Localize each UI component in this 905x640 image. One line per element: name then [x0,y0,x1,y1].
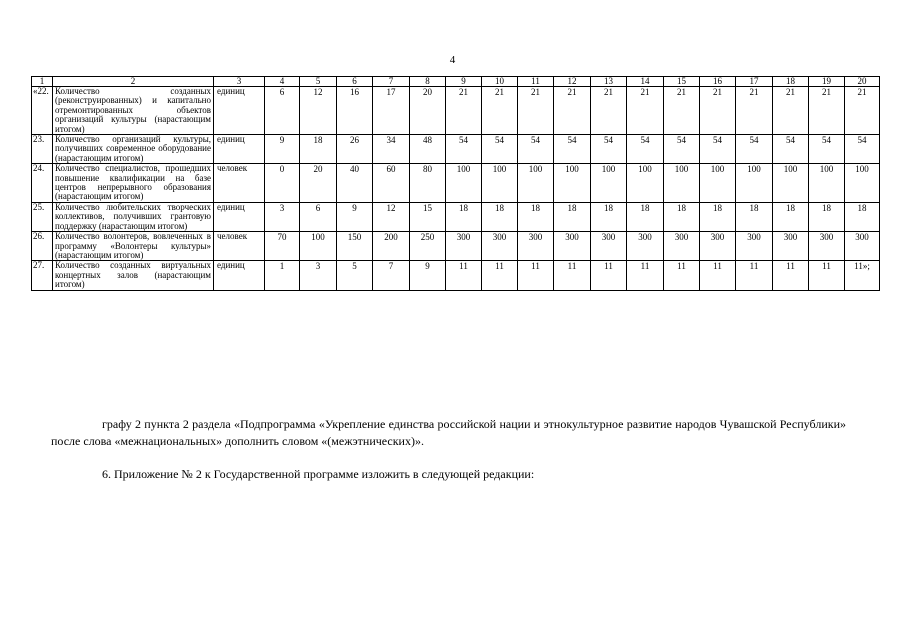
value-cell: 300 [446,232,482,261]
table-row [32,164,880,203]
value-cell: 100 [300,232,337,261]
column-number-cell: 18 [773,77,809,87]
column-number-cell: 15 [664,77,700,87]
column-number-cell: 2 [53,77,214,87]
amendment-paragraph: графу 2 пункта 2 раздела «Подпрограмма «Укрепление единства российской нации и этнокультурное развитие народов Чувашской Республики» после слова «межнациональных» дополнить словом «(межэтнических)». [51,417,846,448]
indicator-name-cell: Количество волонтеров, вовлеченных в программу «Волонтеры культуры» (нарастающим итогом) [53,232,214,261]
indicator-name-cell: Количество любительских творческих коллективов, получивших грантовую поддержку (нарастающим итогом) [53,202,214,231]
column-number-cell: 3 [214,77,265,87]
column-number-cell: 11 [518,77,554,87]
column-number-cell: 5 [300,77,337,87]
table-row [32,87,880,135]
value-cell: 54 [591,135,627,164]
indicator-name-cell: Количество созданных виртуальных концертных залов (нарастающим итогом) [53,261,214,290]
value-cell: 18 [591,202,627,231]
value-cell: 21 [809,87,845,135]
value-cell: 11 [518,261,554,290]
value-cell: 54 [664,135,700,164]
value-cell: 18 [518,202,554,231]
value-cell: 12 [300,87,337,135]
value-cell: 100 [554,164,591,203]
value-cell: 5 [337,261,373,290]
column-number-cell: 12 [554,77,591,87]
column-number-cell: 10 [482,77,518,87]
unit-cell: единиц [214,135,265,164]
value-cell: 20 [410,87,446,135]
value-cell: 54 [446,135,482,164]
value-cell: 54 [554,135,591,164]
value-cell: 11 [482,261,518,290]
indicator-name-cell: Количество организаций культуры, получивших современное оборудование (нарастающим итогом) [53,135,214,164]
value-cell: 54 [809,135,845,164]
unit-cell: единиц [214,261,265,290]
value-cell: 100 [482,164,518,203]
value-cell: 200 [373,232,410,261]
value-cell: 16 [337,87,373,135]
value-cell: 48 [410,135,446,164]
value-cell: 300 [700,232,736,261]
value-cell: 21 [627,87,664,135]
column-number-cell: 14 [627,77,664,87]
table-row [32,232,880,261]
value-cell: 70 [265,232,300,261]
value-cell: 100 [773,164,809,203]
value-cell: 15 [410,202,446,231]
row-number-cell: 25. [32,202,53,231]
column-number-cell: 8 [410,77,446,87]
unit-cell: единиц [214,87,265,135]
value-cell: 300 [482,232,518,261]
value-cell: 21 [736,87,773,135]
value-cell: 54 [518,135,554,164]
value-cell: 300 [518,232,554,261]
value-cell: 100 [664,164,700,203]
value-cell: 100 [845,164,880,203]
value-cell: 11 [591,261,627,290]
value-cell: 3 [300,261,337,290]
value-cell: 300 [554,232,591,261]
column-number-cell: 19 [809,77,845,87]
value-cell: 100 [736,164,773,203]
value-cell: 9 [337,202,373,231]
value-cell: 54 [482,135,518,164]
value-cell: 100 [809,164,845,203]
value-cell: 0 [265,164,300,203]
column-number-cell: 17 [736,77,773,87]
value-cell: 300 [627,232,664,261]
value-cell: 3 [265,202,300,231]
row-number-cell: 27. [32,261,53,290]
table-header-row [32,77,880,87]
column-number-cell: 13 [591,77,627,87]
value-cell: 300 [736,232,773,261]
value-cell: 6 [300,202,337,231]
row-number-cell: 23. [32,135,53,164]
value-cell: 17 [373,87,410,135]
value-cell: 1 [265,261,300,290]
value-cell: 100 [591,164,627,203]
value-cell: 300 [664,232,700,261]
value-cell: 80 [410,164,446,203]
value-cell: 18 [700,202,736,231]
unit-cell: единиц [214,202,265,231]
value-cell: 60 [373,164,410,203]
value-cell: 21 [664,87,700,135]
value-cell: 18 [845,202,880,231]
column-number-cell: 20 [845,77,880,87]
value-cell: 21 [554,87,591,135]
value-cell: 21 [482,87,518,135]
value-cell: 21 [845,87,880,135]
table-row [32,261,880,290]
value-cell: 11 [627,261,664,290]
row-number-cell: 26. [32,232,53,261]
value-cell: 18 [627,202,664,231]
value-cell: 300 [845,232,880,261]
value-cell: 18 [482,202,518,231]
value-cell: 54 [773,135,809,164]
value-cell: 54 [845,135,880,164]
column-number-cell: 6 [337,77,373,87]
row-number-cell: «22. [32,87,53,135]
value-cell: 21 [773,87,809,135]
value-cell: 300 [591,232,627,261]
value-cell: 21 [518,87,554,135]
value-cell: 54 [627,135,664,164]
value-cell: 18 [446,202,482,231]
value-cell: 18 [736,202,773,231]
value-cell: 11 [809,261,845,290]
unit-cell: человек [214,164,265,203]
value-cell: 150 [337,232,373,261]
value-cell: 9 [265,135,300,164]
value-cell: 300 [773,232,809,261]
value-cell: 18 [554,202,591,231]
value-cell: 18 [809,202,845,231]
indicator-name-cell: Количество специалистов, прошедших повышение квалификации на базе центров непрерывного образования (нарастающим итогом) [53,164,214,203]
value-cell: 26 [337,135,373,164]
value-cell: 300 [809,232,845,261]
value-cell: 11 [700,261,736,290]
value-cell: 18 [300,135,337,164]
value-cell: 7 [373,261,410,290]
value-cell: 11»; [845,261,880,290]
value-cell: 11 [446,261,482,290]
value-cell: 20 [300,164,337,203]
value-cell: 18 [773,202,809,231]
value-cell: 11 [736,261,773,290]
value-cell: 100 [627,164,664,203]
unit-cell: человек [214,232,265,261]
value-cell: 12 [373,202,410,231]
value-cell: 18 [664,202,700,231]
appendix-paragraph: 6. Приложение № 2 к Государственной программе изложить в следующей редакции: [102,467,535,481]
column-number-cell: 7 [373,77,410,87]
value-cell: 6 [265,87,300,135]
value-cell: 11 [664,261,700,290]
table-row [32,135,880,164]
column-number-cell: 9 [446,77,482,87]
value-cell: 100 [700,164,736,203]
column-number-cell: 4 [265,77,300,87]
column-number-cell: 16 [700,77,736,87]
value-cell: 9 [410,261,446,290]
value-cell: 54 [700,135,736,164]
value-cell: 21 [591,87,627,135]
indicator-table [31,76,880,291]
indicator-name-cell: Количество созданных (реконструированных) и капитально отремонтированных объектов организаций культуры (нарастающим итогом) [53,87,214,135]
value-cell: 100 [518,164,554,203]
value-cell: 21 [700,87,736,135]
value-cell: 54 [736,135,773,164]
page-number: 4 [449,54,456,66]
value-cell: 34 [373,135,410,164]
value-cell: 100 [446,164,482,203]
value-cell: 21 [446,87,482,135]
value-cell: 11 [554,261,591,290]
table-row [32,202,880,231]
value-cell: 40 [337,164,373,203]
row-number-cell: 24. [32,164,53,203]
value-cell: 11 [773,261,809,290]
value-cell: 250 [410,232,446,261]
column-number-cell: 1 [32,77,53,87]
